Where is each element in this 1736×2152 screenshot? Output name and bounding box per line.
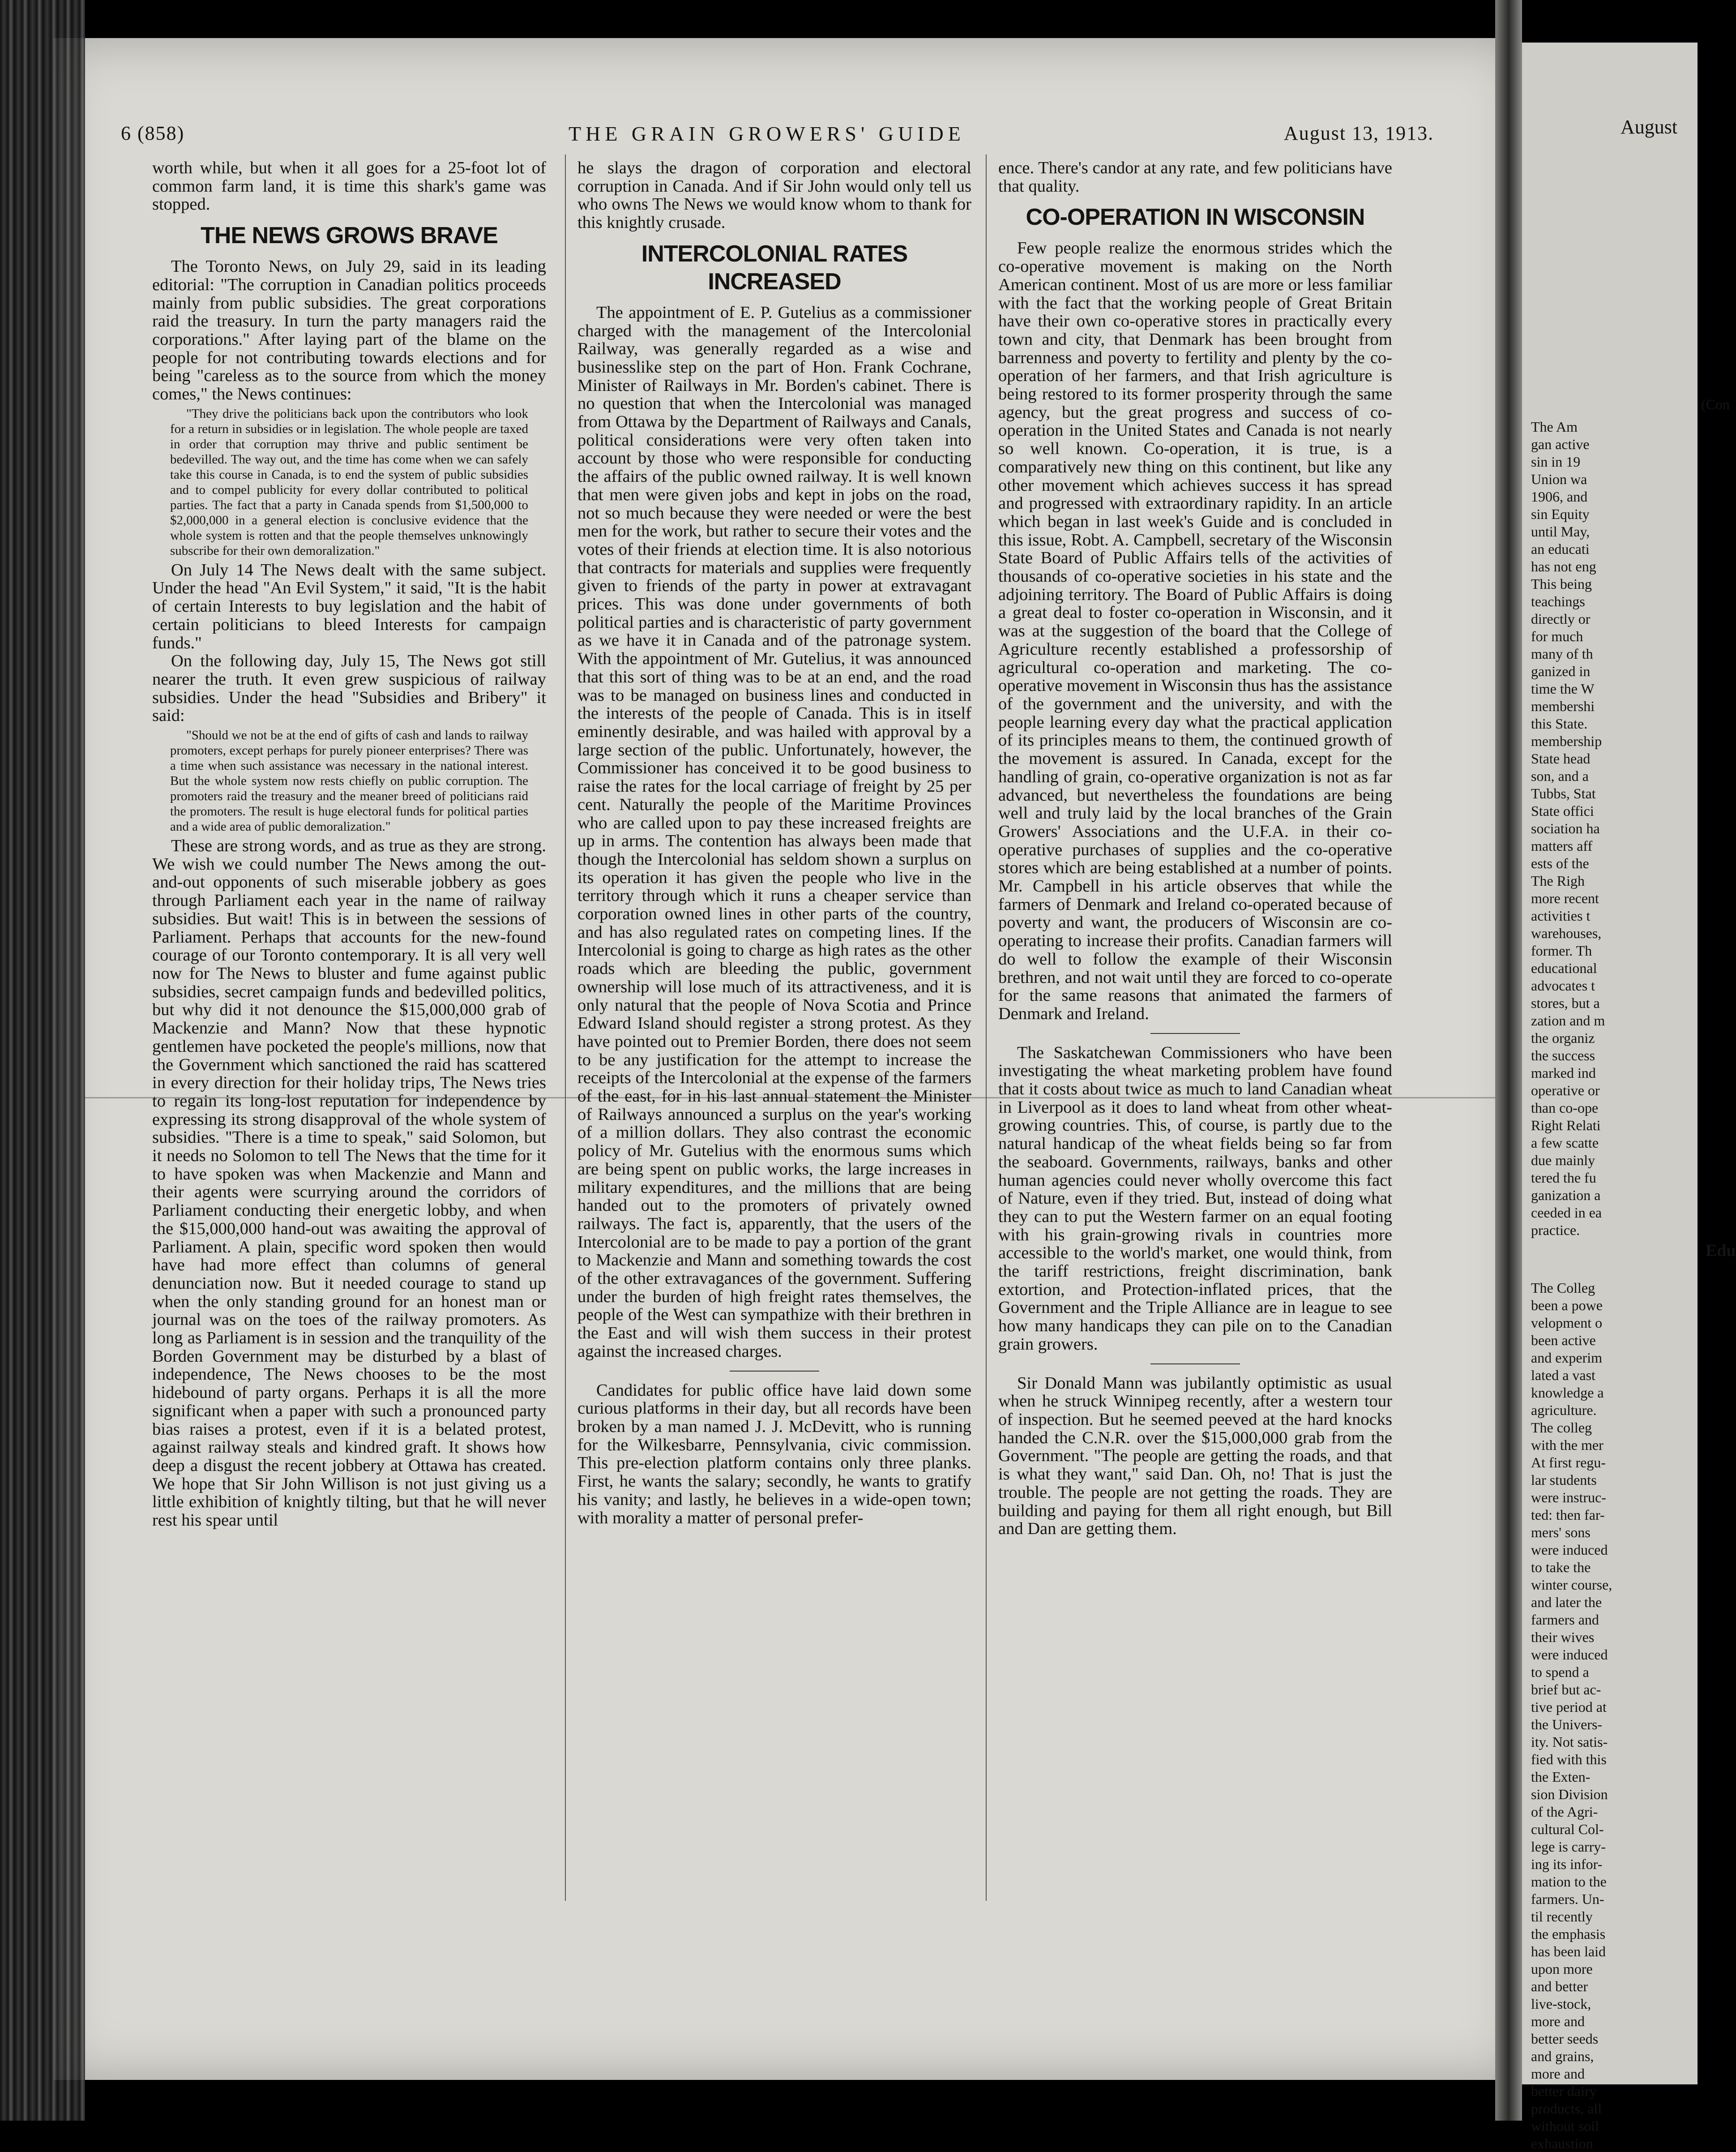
paragraph: These are strong words, and as true as they are strong. We wish we could number The News among the out-and-out opponents of such miserable jobbery as goes through Parliament each year in the name of railway subsidies. But wait! This is in between the sessions of Parliament. Perhaps that accounts for the new-found courage of our Toronto contemporary. It is all very well now for The News to bluster and fume against public subsidies, secret campaign funds and bedevilled politics, but why did it not denounce the $15,000,000 grab of Mackenzie and Mann? Now that these hypnotic gentlemen have pocketed the people's millions, now that the Government which sanctioned the raid has scattered in every direction for their holiday trips, The News tries to regain its long-lost reputation for independence by expressing its strong disapproval of the whole system of subsidies. "There is a time to speak," said Solomon, but it needs no Solomon to tell The News that the time for it to have spoken was when Mackenzie and Mann and their agents were scurrying around the corridors of Parliament conducting their energetic lobby, and when the $15,000,000 hand-out was awaiting the approval of Parliament. A plain, specific word spoken then would have had more effect than columns of general denunciation now. But it needed courage to stand up when the only standing ground for an honest man or journal was on the toes of the railway promoters. As long as Parliament is in session and the tranquility of the Borden Government may be disturbed by a blast of independence, The News chooses to be the most hidebound of party organs. Perhaps it is all the more significant when a paper with such a pronounced party bias raises a protest, even if it is a belated protest, against railway steals and kindred graft. It shows how deep a disgust the recent jobbery at Ottawa has created. We hope that Sir John Willison is not just giving us a little exhibition of knightly tilting, but that he will never rest his spear until xyxy=(152,836,546,1530)
adjacent-page-line: more and xyxy=(1531,2066,1585,2082)
adjacent-page-line: zation and m xyxy=(1531,1012,1605,1029)
adjacent-page-line: farmers. Un- xyxy=(1531,1891,1604,1907)
adjacent-page-header: August xyxy=(1621,116,1678,138)
adjacent-page-line: The colleg xyxy=(1531,1419,1592,1436)
adjacent-page-line: matters aff xyxy=(1531,838,1593,854)
adjacent-page-line: for much xyxy=(1531,628,1583,644)
adjacent-page-line: ted: then far- xyxy=(1531,1507,1605,1523)
adjacent-page-line: ests of the xyxy=(1531,855,1589,871)
paragraph: On the following day, July 15, The News got still nearer the truth. It even grew suspicious of railway subsidies. Under the head "Subsidies and Bribery" it said: xyxy=(152,652,546,725)
block-quote: "Should we not be at the end of gifts of cash and lands to railway promoters, except perhaps for purely pioneer enterprises? There was a time when such assistance was necessary in the national interest. But the whole system now rests chiefly on public corruption. The promoters raid the treasury and the meaner breed of politicians raid the promoters. The result is huge electoral funds for political parties and a wide area of public demoralization." xyxy=(170,728,528,834)
adjacent-page-line: and later the xyxy=(1531,1594,1602,1610)
column-3-intro: ence. There's candor at any rate, and few politicians have that quality. xyxy=(998,159,1392,196)
adjacent-page-line: sociation ha xyxy=(1531,820,1600,836)
adjacent-page-line: tered the fu xyxy=(1531,1170,1596,1186)
paragraph: The Saskatchewan Commissioners who have been investigating the wheat marketing problem have found that it costs about twice as much to land Canadian wheat in Liverpool as it does to land wheat from other wheat-growing countries. This, of course, is partly due to the natural handicap of the wheat fields being so far from the seaboard. Governments, railways, banks and other human agencies could never wholly overcome this fact of Nature, even if they tried. But, instead of doing what they can to put the Western farmer on an equal footing with his grain-growing rivals in countries more accessible to the world's market, one would think, from the tariff restrictions, freight discrimination, bank extortion, and Protection-inflated prices, that the Government and the Triple Alliance are in league to see how many handicaps they can pile on to the Canadian grain growers. xyxy=(998,1043,1392,1354)
adjacent-page-line: the success xyxy=(1531,1047,1595,1063)
adjacent-page-line: ing its infor- xyxy=(1531,1856,1603,1872)
adjacent-page-line: tive period at xyxy=(1531,1699,1607,1715)
adjacent-page-line: their wives xyxy=(1531,1629,1595,1645)
column-3 xyxy=(998,159,1392,1538)
paragraph: On July 14 The News dealt with the same subject. Under the head "An Evil System," it said, "It is the habit of certain Interests to buy legislation and the habit of certain politicians to bleed Interests for campaign funds." xyxy=(152,560,546,652)
adjacent-page-line: sin in 19 xyxy=(1531,454,1581,470)
section-divider xyxy=(1150,1363,1240,1364)
adjacent-page-line: upon more xyxy=(1531,1961,1593,1977)
adjacent-section-heading: Edu xyxy=(1706,1241,1736,1260)
editorial-heading-intercolonial-rates: INTERCOLONIAL RATES INCREASED xyxy=(641,240,908,295)
book-binding-edge xyxy=(0,0,85,2121)
adjacent-page-line: were induced xyxy=(1531,1646,1608,1663)
adjacent-page-line: and grains, xyxy=(1531,2048,1594,2064)
adjacent-page-line: Tubbs, Stat xyxy=(1531,785,1596,802)
adjacent-page-line: time the W xyxy=(1531,681,1595,697)
adjacent-page-line: sin Equity xyxy=(1531,506,1590,522)
adjacent-page-line: were induced xyxy=(1531,1542,1608,1558)
adjacent-page-line: gan active xyxy=(1531,436,1590,452)
adjacent-page-line: 1906, and xyxy=(1531,489,1588,505)
adjacent-page-line: cultural Col- xyxy=(1531,1821,1604,1837)
adjacent-page-line: the organiz xyxy=(1531,1030,1595,1046)
editorial-heading-cooperation-wisconsin: CO-OPERATION IN WISCONSIN xyxy=(1026,204,1365,231)
adjacent-page-line: more and xyxy=(1531,2013,1585,2029)
adjacent-page-line: products, all xyxy=(1531,2101,1602,2117)
column-2-intro: he slays the dragon of corporation and electoral corruption in Canada. And if Sir John would only tell us who owns The News we would know whom to thank for this knightly crusade. xyxy=(577,159,971,232)
adjacent-page-line: many of th xyxy=(1531,646,1593,662)
adjacent-page-line: agriculture. xyxy=(1531,1402,1597,1418)
adjacent-page-line: warehouses, xyxy=(1531,925,1602,941)
issue-date: August 13, 1913. xyxy=(1284,122,1434,144)
adjacent-page-line: State head xyxy=(1531,750,1591,767)
adjacent-page-line: The Righ xyxy=(1531,873,1585,889)
adjacent-page-line: sion Division xyxy=(1531,1786,1608,1802)
adjacent-page-line: mation to the xyxy=(1531,1873,1607,1890)
adjacent-page-line: exhaustion xyxy=(1531,2135,1593,2152)
adjacent-page-line: the Univers- xyxy=(1531,1716,1603,1732)
adjacent-page-line: live-stock, xyxy=(1531,1996,1591,2012)
adjacent-page-line: a few scatte xyxy=(1531,1135,1599,1151)
adjacent-page-line: to spend a xyxy=(1531,1664,1589,1680)
adjacent-page-line: with the mer xyxy=(1531,1437,1603,1453)
adjacent-page-fragment xyxy=(1522,43,1736,2152)
adjacent-page-line: and better xyxy=(1531,1978,1588,1994)
adjacent-page-line: ganized in xyxy=(1531,663,1591,679)
adjacent-page-line: operative or xyxy=(1531,1082,1600,1098)
adjacent-page-line: the Exten- xyxy=(1531,1769,1591,1785)
adjacent-page-line: Union wa xyxy=(1531,471,1587,487)
column-1 xyxy=(152,159,546,1530)
adjacent-page-line: has not eng xyxy=(1531,558,1596,574)
adjacent-page-line: brief but ac- xyxy=(1531,1681,1601,1698)
adjacent-page-line: educational xyxy=(1531,960,1597,976)
adjacent-page-line: been active xyxy=(1531,1332,1596,1348)
adjacent-page-line: without soil xyxy=(1531,2118,1599,2134)
adjacent-page-line: ganization a xyxy=(1531,1187,1601,1203)
page-gutter xyxy=(1495,0,1522,2121)
paragraph: The Toronto News, on July 29, said in its leading editorial: "The corruption in Canadian politics proceeds mainly from public subsidies. The great corporations raid the treasury. In turn the party managers raid the corporations." After laying part of the blame on the people for not contributing towards elections and for being "careless as to the source from which the money comes," the News continues: xyxy=(152,257,546,404)
adjacent-page-line: mers' sons xyxy=(1531,1524,1591,1540)
adjacent-page-line: ity. Not satis- xyxy=(1531,1734,1608,1750)
adjacent-page-line: membershi xyxy=(1531,698,1595,714)
adjacent-page-line: better seeds xyxy=(1531,2031,1599,2047)
adjacent-page-line: and experim xyxy=(1531,1350,1603,1366)
page-number: 6 (858) xyxy=(121,122,185,144)
adjacent-page-line: teachings xyxy=(1531,593,1585,609)
adjacent-page-line: farmers and xyxy=(1531,1612,1599,1628)
adjacent-page-line: the emphasis xyxy=(1531,1926,1606,1942)
adjacent-page-line: been a powe xyxy=(1531,1297,1603,1313)
adjacent-page-line: of the Agri- xyxy=(1531,1804,1598,1820)
adjacent-page-line: son, and a xyxy=(1531,768,1589,784)
adjacent-page-line: more recent xyxy=(1531,890,1599,906)
adjacent-page-line: than co-ope xyxy=(1531,1100,1599,1116)
adjacent-page-line: directly or xyxy=(1531,611,1591,627)
column-rule xyxy=(986,154,987,1901)
paragraph: Sir Donald Mann was jubilantly optimistic as usual when he struck Winnipeg recently, after a western tour of inspection. But he seemed peeved at the hard knocks handed the C.N.R. over the $15,000,000 grab from the Government. "The people are getting the roads, and that is what they want," said Dan. Oh, no! That is just the trouble. The people are not getting the roads. They are building and paying for them all right enough, but Bill and Dan are getting them. xyxy=(998,1373,1392,1539)
adjacent-page-line: (Con xyxy=(1701,396,1730,412)
adjacent-page-line: lege is carry- xyxy=(1531,1839,1606,1855)
adjacent-page-line: Right Relati xyxy=(1531,1117,1601,1133)
adjacent-page-line: to take the xyxy=(1531,1559,1591,1575)
adjacent-page-line: At first regu- xyxy=(1531,1454,1606,1470)
adjacent-page-line: The Colleg xyxy=(1531,1280,1595,1296)
adjacent-page-line: State offici xyxy=(1531,803,1594,819)
column-rule xyxy=(565,154,566,1901)
adjacent-page-line: fied with this xyxy=(1531,1751,1607,1767)
adjacent-page-line: lar students xyxy=(1531,1472,1597,1488)
section-divider xyxy=(730,1371,819,1372)
adjacent-page-line: practice. xyxy=(1531,1222,1580,1238)
adjacent-page-line: ceeded in ea xyxy=(1531,1205,1602,1221)
adjacent-page-line: due mainly xyxy=(1531,1152,1595,1168)
adjacent-page-line: stores, but a xyxy=(1531,995,1600,1011)
adjacent-page-line: activities t xyxy=(1531,908,1591,924)
adjacent-page-line: velopment o xyxy=(1531,1315,1603,1331)
adjacent-page-line: advocates t xyxy=(1531,977,1595,994)
adjacent-page-line: membership xyxy=(1531,733,1602,749)
editorial-heading-news-grows-brave: THE NEWS GROWS BRAVE xyxy=(201,223,498,249)
adjacent-page-line: this State. xyxy=(1531,716,1588,732)
paragraph: Candidates for public office have laid down some curious platforms in their day, but all records have been broken by a man named J. J. McDevitt, who is running for the Wilkesbarre, Pennsylvania, civic commission. This pre-election platform contains only three planks. First, he wants the salary; secondly, he wants to gratify his vanity; and lastly, he believes in a wide-open town; with morality a matter of personal prefer- xyxy=(577,1380,971,1527)
adjacent-page-line: were instruc- xyxy=(1531,1489,1606,1505)
column-2 xyxy=(577,159,971,1527)
adjacent-page-line: has been laid xyxy=(1531,1943,1606,1959)
paragraph: Few people realize the enormous strides which the co-operative movement is making on the North American continent. Most of us are more or less familiar with the fact that the working people of Great Britain have their own co-operative stores in practically every town and city, that Denmark has been brought from barrenness and poverty to fertility and plenty by the co-operation of her farmers, and that Irish agriculture is being restored to its former prosperity through the same agency, but the great progress and success of co-operation in the United States and Canada is not nearly so well known. Co-operation, it is true, is a comparatively new thing on this continent, but like any other movement which achieves success it has spread and progressed with extraordinary rapidity. In an article which began in last week's Guide and is concluded in this issue, Robt. A. Campbell, secretary of the Wisconsin State Board of Public Affairs tells of the activities of thousands of co-operative societies in his state and the adjoining territory. The Board of Public Affairs is doing a great deal to foster co-operation in Wisconsin, and it was at the suggestion of the board that the College of Agriculture recently established a professorship of agricultural co-operation and marketing. The co-operative movement in Wisconsin thus has the assistance of the government and the university, and with the people learning every day what the practical application of its principles means to them, the continued growth of the movement is assured. In Canada, except for the handling of grain, co-operative organization is not as far advanced, but nevertheless the foundations are being well and truly laid by the local branches of the Grain Growers' Associations and the U.F.A. in their co-operative purchases of supplies and the co-operative stores which are being established at a number of points. Mr. Campbell in his article observes that while the farmers of Denmark and Ireland co-operated because of poverty and want, the producers of Wisconsin are co-operating to increase their profits. Canadian farmers will do well to follow the example of their Wisconsin brethren, and not wait until they are forced to co-operate for the same reasons that animated the farmers of Denmark and Ireland. xyxy=(998,239,1392,1023)
section-divider xyxy=(1150,1033,1240,1034)
adjacent-page-line: knowledge a xyxy=(1531,1385,1604,1401)
paragraph: The appointment of E. P. Gutelius as a commissioner charged with the management of the Intercolonial Railway, was generally regarded as a wise and businesslike step on the part of Hon. Frank Cochrane, Minister of Railways in Mr. Borden's cabinet. There is no question that when the Intercolonial was managed from Ottawa by the Department of Railways and Canals, political considerations were very often taken into account by those who were responsible for conducting the affairs of the public owned railway. It is well known that men were given jobs and kept in jobs on the road, not so much because they were needed or were the best men for the work, but rather to secure their votes and the votes of their friends at election time. It is also notorious that contracts for materials and supplies were frequently given to friends of the party in power at extravagant prices. This was done under governments of both political parties and is characteristic of party government as we have it in Canada and of the patronage system. With the appointment of Mr. Gutelius, it was announced that this sort of thing was to be at an end, and the road was to be managed on business lines and conducted in the interests of the people of Canada. This is in itself eminently desirable, and was hailed with approval by a large section of the public. Unfortunately, however, the Commissioner has conceived it to be good business to raise the rates for the local carriage of freight by 25 per cent. Naturally the people of the Maritime Provinces who are called upon to pay these increased freights are up in arms. The contention has always been made that though the Intercolonial has seldom shown a surplus on its operation it has given the people who live in the territory through which it runs a cheaper service than corporation owned lines in other parts of the country, and has also regulated rates on competing lines. If the Intercolonial is going to charge as high rates as the other roads which are bleeding the public, government ownership will lose much of its attractiveness, and it is only natural that the people of Nova Scotia and Prince Edward Island should register a strong protest. As they have pointed out to Premier Borden, there does not seem to be any justification for the attempt to increase the receipts of the Intercolonial at the expense of the farmers of the east, for in his last annual statement the Minister of Railways announced a surplus on the year's working of a million dollars. They also contrast the economic policy of Mr. Gutelius with the enormous sums which are being spent on public works, the large increases in military expenditures, and the millions that are being handed out to the promoters of privately owned railways. The fact is, apparently, that the users of the Intercolonial are to be made to pay a portion of the grant to Mackenzie and Mann and something towards the cost of the other extravagances of the government. Suffering under the burden of high freight rates themselves, the people of the West can sympathize with their brethren in the East and will wish them success in their protest against the increased charges. xyxy=(577,303,971,1361)
adjacent-page-line: til recently xyxy=(1531,1908,1593,1925)
adjacent-page-line: The Am xyxy=(1531,419,1578,435)
block-quote: "They drive the politicians back upon the contributors who look for a return in subsidies or in legislation. The whole people are taxed in order that corruption may thrive and public sentiment be bedevilled. The way out, and the time has come when we can safely take this course in Canada, is to end the system of public subsidies and to compel publicity for every dollar contributed to political parties. The fact that a party in Canada spends from $1,500,000 to $2,000,000 in a general election is conclusive evidence that the whole system is rotten and that the people themselves unknowingly subscribe for their own demoralization." xyxy=(170,406,528,558)
adjacent-page-line: lated a vast xyxy=(1531,1367,1595,1383)
adjacent-page-line: former. Th xyxy=(1531,943,1592,959)
adjacent-page-line: marked ind xyxy=(1531,1065,1596,1081)
adjacent-page-line: This being xyxy=(1531,576,1592,592)
adjacent-page-line: an educati xyxy=(1531,541,1590,557)
column-1-intro: worth while, but when it all goes for a 25-foot lot of common farm land, it is time this shark's game was stopped. xyxy=(152,159,546,214)
adjacent-page-line: winter course, xyxy=(1531,1577,1612,1593)
newspaper-title: THE GRAIN GROWERS' GUIDE xyxy=(569,122,965,145)
adjacent-page-line: better dairy xyxy=(1531,2083,1597,2099)
adjacent-page-line: until May, xyxy=(1531,523,1590,540)
